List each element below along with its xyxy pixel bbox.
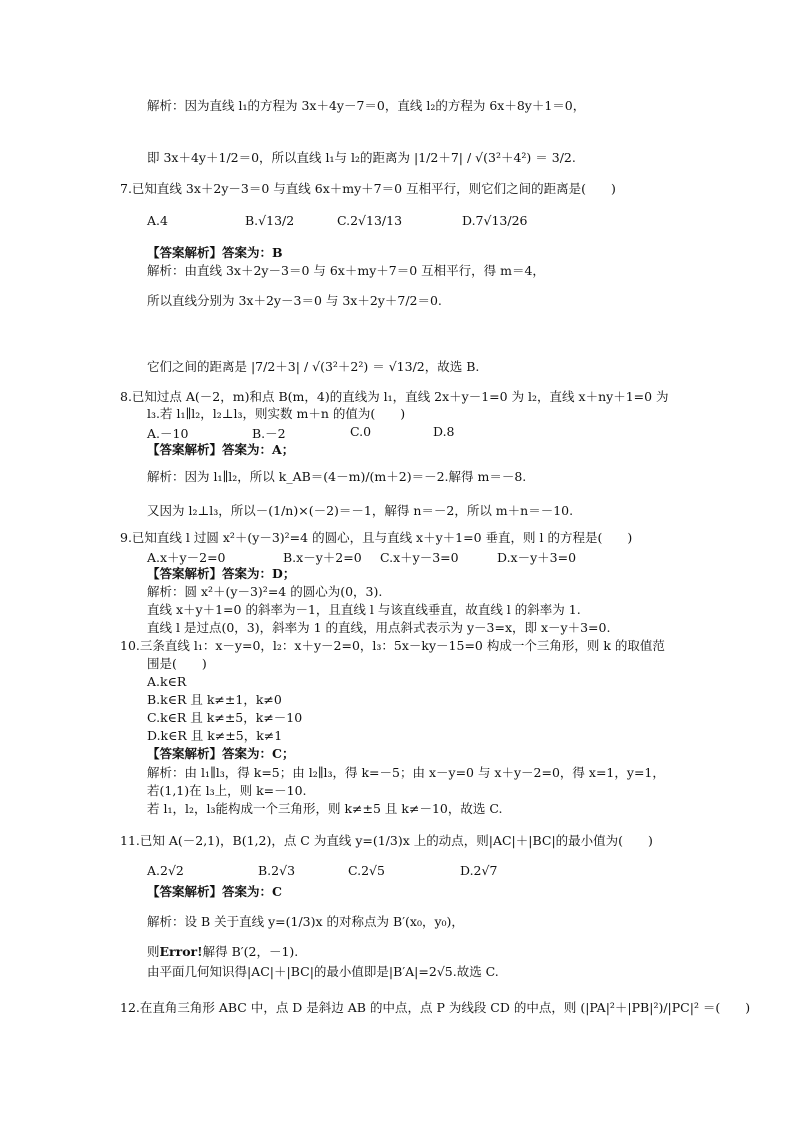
option-d: D.2√7 xyxy=(460,863,498,878)
solution-line: 若(1,1)在 l₃上，则 k=－10. xyxy=(147,783,307,798)
solution-line: 直线 l 是过点(0，3)，斜率为 1 的直线，用点斜式表示为 y－3=x，即 x－y＋3=0. xyxy=(147,620,611,635)
option-a: A.2√2 xyxy=(147,863,184,878)
option-a: A.k∈R xyxy=(147,674,187,689)
solution-line: 解析：设 B 关于直线 y=(1/3)x 的对称点为 B′(x₀，y₀)， xyxy=(147,914,464,929)
option-d: D.7√13/26 xyxy=(462,213,528,228)
option-c: C.2√5 xyxy=(348,863,385,878)
option-d: D.k∈R 且 k≠±5，k≠1 xyxy=(147,728,283,743)
answer-line: 【答案解析】答案为：D； xyxy=(147,566,296,581)
question-12: 12.在直角三角形 ABC 中，点 D 是斜边 AB 的中点，点 P 为线段 CD 的中点，则 (|PA|²＋|PB|²)/|PC|² ＝( ) xyxy=(120,1000,751,1015)
solution-line: 它们之间的距离是 |7/2＋3| / √(3²＋2²) ＝ √13/2，故选 B. xyxy=(147,359,480,374)
answer-line: 【答案解析】答案为：C xyxy=(147,884,282,899)
answer-line: 【答案解析】答案为：C； xyxy=(147,746,295,761)
option-b: B.x－y＋2=0 xyxy=(283,550,362,565)
option-b: B.－2 xyxy=(252,426,286,441)
question-8: 8.已知过点 A(－2，m)和点 B(m，4)的直线为 l₁，直线 2x＋y－1=0 为 l₂，直线 x＋ny＋1=0 为 xyxy=(120,389,669,404)
text-span: 则 xyxy=(147,944,160,959)
option-c: C.0 xyxy=(350,424,372,439)
option-c: C.k∈R 且 k≠±5，k≠－10 xyxy=(147,710,303,725)
question-8-cont: l₃.若 l₁∥l₂，l₂⊥l₃，则实数 m＋n 的值为( ) xyxy=(147,406,406,421)
solution-line: 解析：由直线 3x＋2y－3＝0 与 6x＋my＋7＝0 互相平行，得 m＝4， xyxy=(147,263,545,278)
solution-line: 若 l₁，l₂，l₃能构成一个三角形，则 k≠±5 且 k≠－10，故选 C. xyxy=(147,801,503,816)
question-7: 7.已知直线 3x＋2y－3＝0 与直线 6x＋my＋7＝0 互相平行，则它们之间的距离是( ) xyxy=(120,181,616,196)
option-b: B.k∈R 且 k≠±1，k≠0 xyxy=(147,692,282,707)
answer-line: 【答案解析】答案为：A； xyxy=(147,442,295,457)
answer-line: 【答案解析】答案为：B xyxy=(147,245,283,260)
option-d: D.8 xyxy=(433,424,455,439)
question-9: 9.已知直线 l 过圆 x²＋(y－3)²=4 的圆心，且与直线 x＋y＋1=0 垂直，则 l 的方程是( ) xyxy=(120,530,633,545)
solution-line xyxy=(147,944,298,960)
solution-line: 解析：由 l₁∥l₃，得 k=5；由 l₂∥l₃，得 k=－5；由 x－y=0 与 x＋y－2=0，得 x=1，y=1， xyxy=(147,765,665,780)
option-a: A.x＋y－2=0 xyxy=(147,550,226,565)
solution-line: 由平面几何知识得|AC|＋|BC|的最小值即是|B′A|=2√5.故选 C. xyxy=(147,964,499,979)
option-c: C.x＋y－3=0 xyxy=(380,550,459,565)
option-a: A.4 xyxy=(147,213,168,228)
solution-line: 直线 x＋y＋1=0 的斜率为－1，且直线 l 与该直线垂直，故直线 l 的斜率为 1. xyxy=(147,602,581,617)
solution-line: 又因为 l₂⊥l₃，所以－(1/n)×(－2)＝－1，解得 n＝－2，所以 m＋n＝－10. xyxy=(147,503,574,518)
question-10-cont: 围是( ) xyxy=(147,656,207,671)
option-b: B.2√3 xyxy=(258,863,296,878)
question-11: 11.已知 A(－2,1)，B(1,2)，点 C 为直线 y=(1/3)x 上的动点，则|AC|＋|BC|的最小值为( ) xyxy=(120,833,653,848)
option-d: D.x－y＋3=0 xyxy=(497,550,577,565)
error-field: Error! xyxy=(159,944,203,959)
solution-line: 解析：因为 l₁∥l₂，所以 k_AB＝(4－m)/(m＋2)＝－2.解得 m＝－8. xyxy=(147,469,527,484)
text-span: 解得 B′(2，－1). xyxy=(202,944,299,959)
solution-line: 解析：因为直线 l₁的方程为 3x＋4y－7＝0，直线 l₂的方程为 6x＋8y＋1＝0， xyxy=(147,98,586,113)
solution-line: 即 3x＋4y＋1/2＝0，所以直线 l₁与 l₂的距离为 |1/2＋7| / √(3²＋4²) ＝ 3/2. xyxy=(147,150,576,165)
solution-line: 所以直线分别为 3x＋2y－3＝0 与 3x＋2y＋7/2＝0. xyxy=(147,293,442,308)
solution-line: 解析：圆 x²＋(y－3)²=4 的圆心为(0，3). xyxy=(147,584,383,599)
option-b: B.√13/2 xyxy=(245,213,295,228)
option-c: C.2√13/13 xyxy=(337,213,403,228)
question-10: 10.三条直线 l₁：x－y=0，l₂：x＋y－2=0，l₃：5x－ky－15=0 构成一个三角形，则 k 的取值范 xyxy=(120,638,665,653)
option-a: A.－10 xyxy=(147,426,189,441)
